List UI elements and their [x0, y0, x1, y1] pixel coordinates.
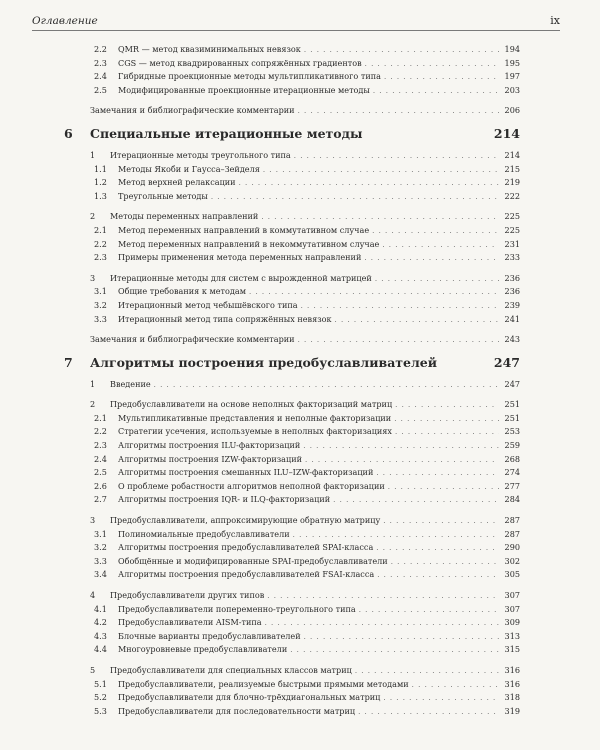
toc-entry[interactable]: 3.1 Полиномиальные предобуславливатели . . . 287	[66, 529, 520, 543]
toc-entry[interactable]: 4.2 Предобуславливатели AISM-типа . . . 309	[66, 617, 520, 631]
toc-entry[interactable]: 3.2 Алгоритмы построения предобуславливателей SPAI-класса . . . 290	[66, 542, 520, 556]
toc-entry[interactable]: 2.4 Алгоритмы построения IZW-факторизаций . . . 268	[66, 454, 520, 468]
toc-entry[interactable]: 2.2 QMR — метод квазиминимальных невязок . . . 194	[66, 44, 520, 58]
toc-entry[interactable]: 5.1 Предобуславливатели, реализуемые быстрыми прямыми методами . . . 316	[66, 679, 520, 693]
toc-entry[interactable]: 2.6 О проблеме робастности алгоритмов неполной факторизации . . . 277	[66, 481, 520, 495]
toc-entry[interactable]: 1.1 Методы Якоби и Гаусса–Зейделя . . . 215	[66, 164, 520, 178]
toc-entry[interactable]: 2.5 Алгоритмы построения смешанных ILU–IZW-факторизаций . . . 274	[66, 467, 520, 481]
toc-section[interactable]: 2 Методы переменных направлений . . . 225	[66, 211, 520, 225]
chapter-heading[interactable]: 7 Алгоритмы построения предобуславливателей 247	[64, 354, 520, 370]
page-number: ix	[550, 14, 560, 27]
toc-entry[interactable]: 5.2 Предобуславливатели для блочно-трёхдиагональных матриц . . . 318	[66, 692, 520, 706]
toc-notes-entry[interactable]: Замечания и библиографические комментарии . . . 206	[66, 105, 520, 119]
toc-entry[interactable]: 1.2 Метод верхней релаксации . . . 219	[66, 177, 520, 191]
toc-section[interactable]: 4 Предобуславливатели других типов . . . 307	[66, 590, 520, 604]
toc-entry[interactable]: 4.1 Предобуславливатели попеременно-треугольного типа . . . 307	[66, 604, 520, 618]
toc-entry[interactable]: 2.3 Алгоритмы построения ILU-факторизаций . . . 259	[66, 440, 520, 454]
toc-entry[interactable]: 4.3 Блочные варианты предобуславливателей . . . 313	[66, 631, 520, 645]
toc-entry[interactable]: 2.1 Метод переменных направлений в коммутативном случае . . . 225	[66, 225, 520, 239]
toc-entry[interactable]: 5.3 Предобуславливатели для последовательности матриц . . . 319	[66, 706, 520, 720]
toc-entry[interactable]: 2.3 CGS — метод квадрированных сопряжённых градиентов . . . 195	[66, 58, 520, 72]
toc-section[interactable]: 3 Итерационные методы для систем с вырожденной матрицей . . . 236	[66, 273, 520, 287]
chapter-heading[interactable]: 6 Специальные итерационные методы 214	[64, 125, 520, 141]
toc-entry[interactable]: 1.3 Треугольные методы . . . 222	[66, 191, 520, 205]
toc-section[interactable]: 1 Введение . . . 247	[66, 379, 520, 393]
running-head	[32, 10, 560, 31]
running-title: Оглавление	[32, 15, 98, 27]
toc-entry[interactable]: 2.2 Стратегии усечения, используемые в неполных факторизациях . . . 253	[66, 426, 520, 440]
toc-section[interactable]: 2 Предобуславливатели на основе неполных факторизаций матриц . . . 251	[66, 399, 520, 413]
toc-notes-entry[interactable]: Замечания и библиографические комментарии . . . 243	[66, 334, 520, 348]
toc-section[interactable]: 5 Предобуславливатели для специальных классов матриц . . . 316	[66, 665, 520, 679]
table-of-contents	[66, 44, 520, 719]
toc-entry[interactable]: 2.3 Примеры применения метода переменных направлений . . . 233	[66, 252, 520, 266]
toc-entry[interactable]: 2.2 Метод переменных направлений в некоммутативном случае . . . 231	[66, 239, 520, 253]
toc-entry[interactable]: 2.1 Мультипликативные представления и неполные факторизации . . . 251	[66, 413, 520, 427]
toc-entry[interactable]: 4.4 Многоуровневые предобуславливатели . . . 315	[66, 644, 520, 658]
toc-section[interactable]: 1 Итерационные методы треугольного типа . . . 214	[66, 150, 520, 164]
toc-entry[interactable]: 3.3 Обобщённые и модифицированные SPAI-предобуславливатели . . . 302	[66, 556, 520, 570]
toc-entry[interactable]: 2.7 Алгоритмы построения IQR- и ILQ-факторизаций . . . 284	[66, 494, 520, 508]
toc-entry[interactable]: 3.3 Итерационный метод типа сопряжённых невязок . . . 241	[66, 314, 520, 328]
toc-entry[interactable]: 2.4 Гибридные проекционные методы мультипликативного типа . . . 197	[66, 71, 520, 85]
toc-entry[interactable]: 2.5 Модифицированные проекционные итерационные методы . . . 203	[66, 85, 520, 99]
toc-entry[interactable]: 3.1 Общие требования к методам . . . 236	[66, 286, 520, 300]
toc-section[interactable]: 3 Предобуславливатели, аппроксимирующие обратную матрицу . . . 287	[66, 515, 520, 529]
toc-entry[interactable]: 3.4 Алгоритмы построения предобуславливателей FSAI-класса . . . 305	[66, 569, 520, 583]
toc-entry[interactable]: 3.2 Итерационный метод чебышёвского типа . . . 239	[66, 300, 520, 314]
